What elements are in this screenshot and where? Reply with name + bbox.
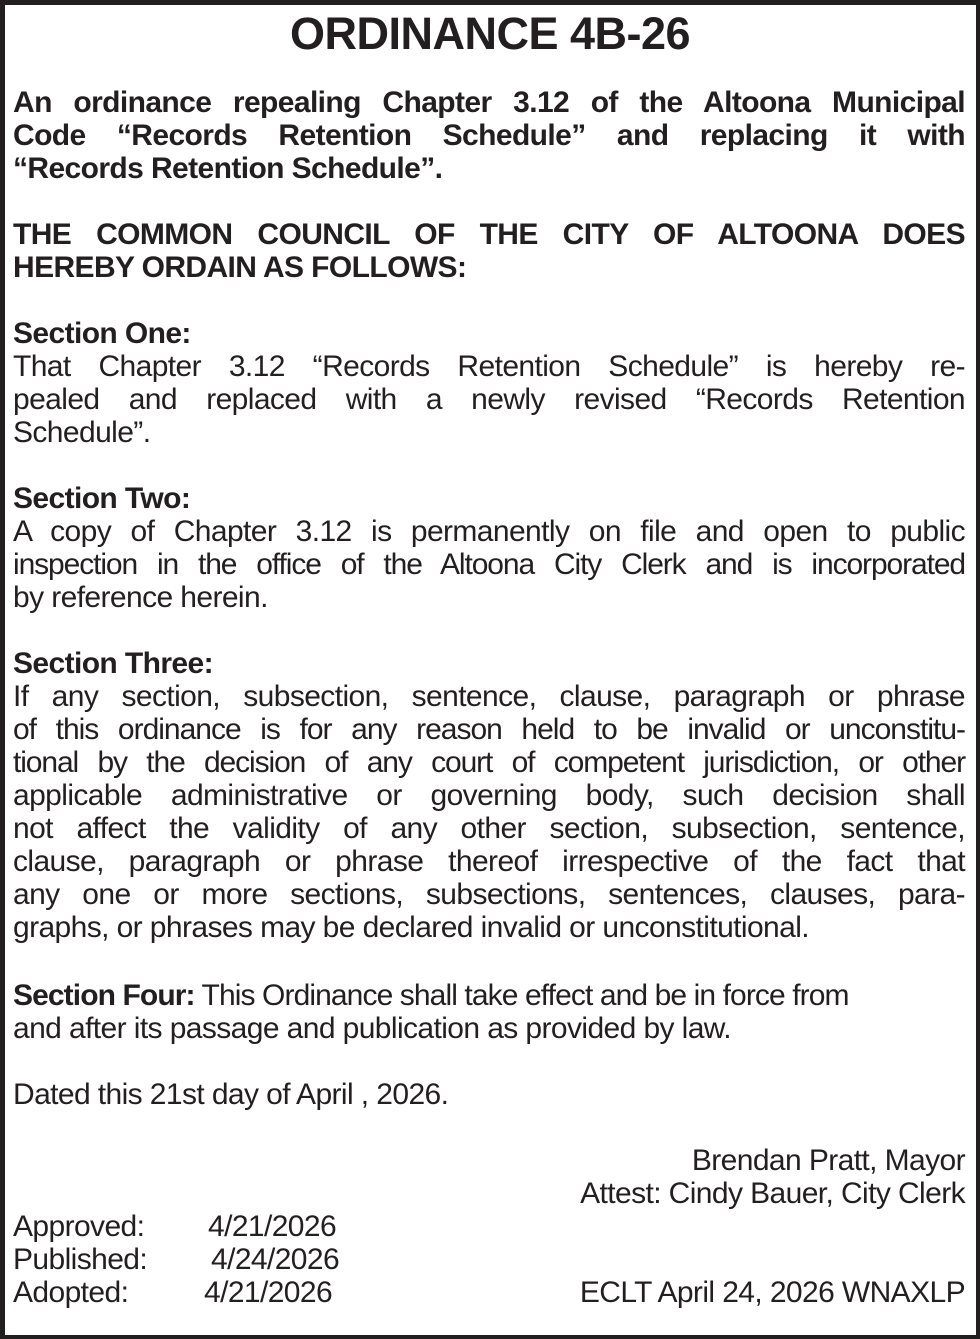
council-line: THE COMMON COUNCIL OF THE CITY OF ALTOONA DOES: [13, 218, 965, 251]
section-two-line: by reference herein.: [13, 581, 268, 614]
section-three-heading: Section Three:: [13, 647, 213, 680]
section-one-line: That Chapter 3.12 “Records Retention Schedule” is hereby re-: [13, 350, 965, 383]
council-line: HEREBY ORDAIN AS FOLLOWS:: [13, 251, 467, 284]
section-two-line: A copy of Chapter 3.12 is permanently on file and open to public: [13, 515, 965, 548]
mayor-signature: Brendan Pratt, Mayor: [691, 1144, 965, 1177]
section-three-line: tional by the decision of any court of competent jurisdiction, or other: [13, 746, 965, 779]
section-three-line: graphs, or phrases may be declared invalid or unconstitutional.: [13, 911, 810, 944]
dated-line: Dated this 21st day of April , 2026.: [13, 1078, 449, 1111]
section-one-heading: Section One:: [13, 317, 191, 350]
section-three-line: of this ordinance is for any reason held to be invalid or unconstitu-: [13, 713, 965, 746]
section-two-heading: Section Two:: [13, 482, 191, 515]
section-four-text: This Ordinance shall take effect and be in force from: [194, 979, 849, 1012]
section-two-line: inspection in the office of the Altoona City Clerk and is incorporated: [13, 548, 965, 581]
published-label: Published:: [13, 1243, 148, 1276]
section-one-line: Schedule”.: [13, 416, 151, 449]
section-three-line: any one or more sections, subsections, sentences, clauses, para-: [13, 878, 965, 911]
adopted-date: 4/21/2026: [204, 1276, 333, 1309]
section-three-line: clause, paragraph or phrase thereof irrespective of the fact that: [13, 845, 965, 878]
section-three-line: If any section, subsection, sentence, clause, paragraph or phrase: [13, 680, 965, 713]
intro-line: An ordinance repealing Chapter 3.12 of the Altoona Municipal: [13, 86, 965, 119]
publication-line: ECLT April 24, 2026 WNAXLP: [579, 1276, 965, 1309]
section-one-line: pealed and replaced with a newly revised “Records Retention: [13, 383, 965, 416]
approved-date: 4/21/2026: [208, 1210, 337, 1243]
section-four-first-line: [13, 979, 965, 1013]
ordinance-title: ORDINANCE 4B-26: [289, 8, 691, 59]
adopted-label: Adopted:: [13, 1276, 129, 1309]
intro-line: “Records Retention Schedule”.: [13, 152, 443, 185]
section-four-heading: Section Four:: [13, 979, 195, 1012]
published-date: 4/24/2026: [211, 1243, 340, 1276]
approved-label: Approved:: [13, 1210, 145, 1243]
section-four-line: and after its passage and publication as provided by law.: [13, 1012, 731, 1045]
intro-line: Code “Records Retention Schedule” and replacing it with: [13, 119, 965, 152]
clerk-attest: Attest: Cindy Bauer, City Clerk: [580, 1177, 965, 1210]
section-three-line: not affect the validity of any other section, subsection, sentence,: [13, 812, 965, 845]
section-three-line: applicable administrative or governing body, such decision shall: [13, 779, 965, 812]
